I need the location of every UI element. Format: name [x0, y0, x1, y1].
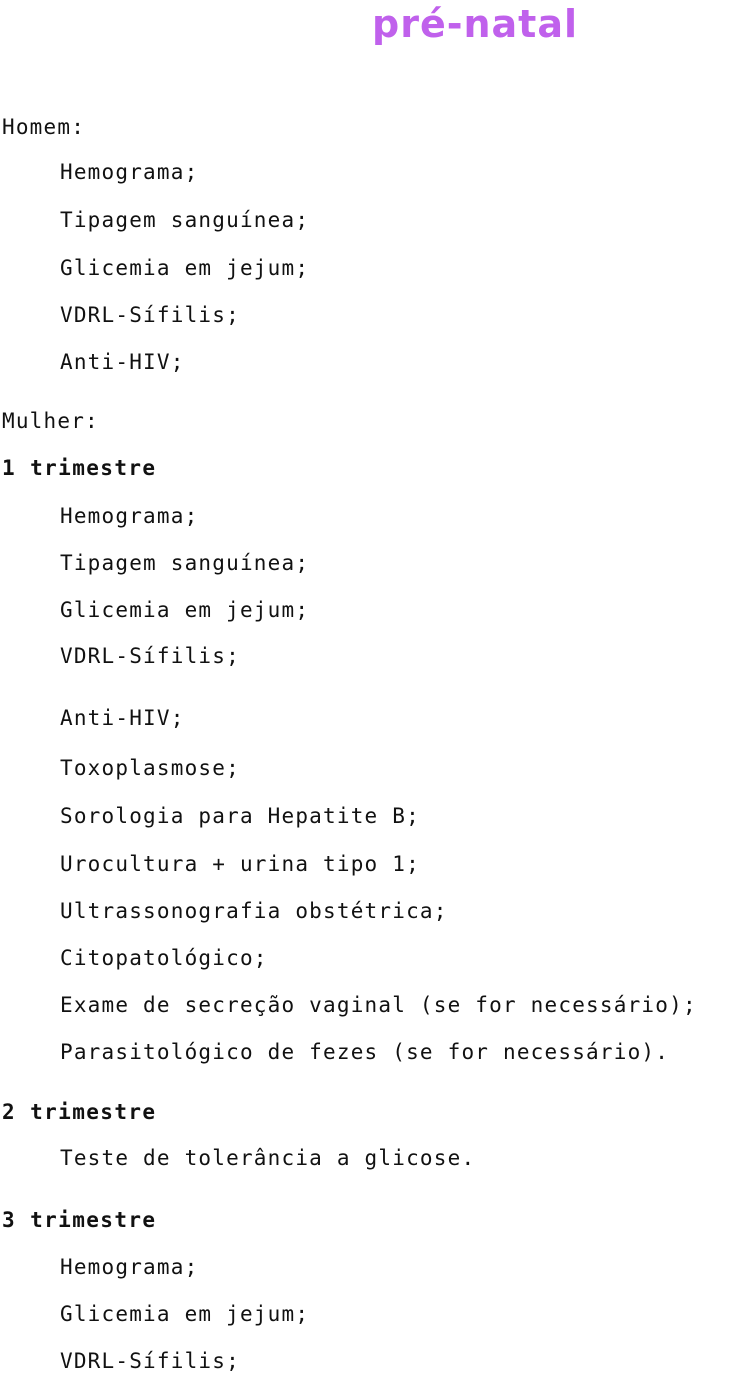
list-item: Toxoplasmose; — [60, 756, 240, 780]
list-item: Anti-HIV; — [60, 350, 185, 374]
list-item: VDRL-Sífilis; — [60, 1349, 240, 1373]
section-label-homem: Homem: — [2, 115, 86, 139]
trimester-heading-2: 2 trimestre — [2, 1100, 157, 1124]
list-item: Hemograma; — [60, 504, 199, 528]
list-item: Glicemia em jejum; — [60, 256, 310, 280]
list-item: Citopatológico; — [60, 946, 268, 970]
list-item: Hemograma; — [60, 160, 199, 184]
list-item: Urocultura + urina tipo 1; — [60, 852, 420, 876]
list-item: Teste de tolerância a glicose. — [60, 1146, 476, 1170]
list-item: VDRL-Sífilis; — [60, 303, 240, 327]
list-item: Glicemia em jejum; — [60, 598, 310, 622]
list-item: Exame de secreção vaginal (se for necessário); — [60, 993, 697, 1017]
trimester-heading-1: 1 trimestre — [2, 456, 157, 480]
list-item: Glicemia em jejum; — [60, 1302, 310, 1326]
list-item: Tipagem sanguínea; — [60, 551, 310, 575]
list-item: Parasitológico de fezes (se for necessário). — [60, 1040, 670, 1064]
list-item: VDRL-Sífilis; — [60, 644, 240, 668]
list-item: Tipagem sanguínea; — [60, 208, 310, 232]
list-item: Ultrassonografia obstétrica; — [60, 899, 448, 923]
trimester-heading-3: 3 trimestre — [2, 1208, 157, 1232]
section-label-mulher: Mulher: — [2, 409, 99, 433]
page-title: pré-natal — [372, 2, 579, 46]
list-item: Hemograma; — [60, 1255, 199, 1279]
list-item: Sorologia para Hepatite B; — [60, 804, 420, 828]
list-item: Anti-HIV; — [60, 706, 185, 730]
